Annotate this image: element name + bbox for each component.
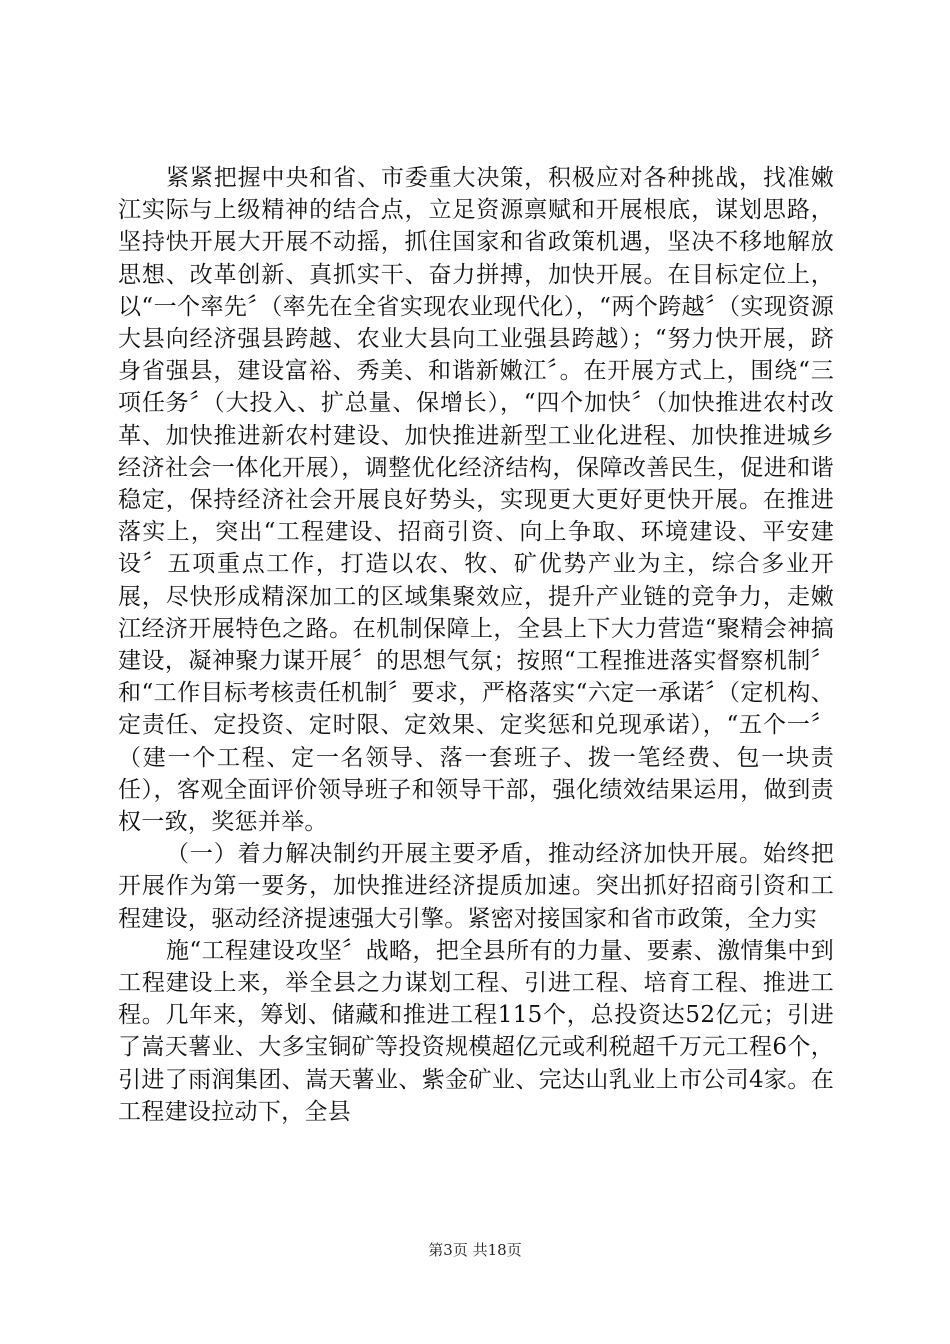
page-footer: 第3页 共18页 [428, 1241, 522, 1259]
paragraph-3: 施“工程建设攻坚〞战略，把全县所有的力量、要素、激情集中到工程建设上来，举全县之力谋划工程、引进工程、培育工程、推进工程。几年来，筹划、储藏和推进工程115个，总投资达52亿元；引进了嵩天薯业、大多宝铜矿等投资规模超亿元或利税超千万元工程6个，引进了雨润集团、嵩天薯业、紫金矿业、完达山乳业上市公司4家。在工程建设拉动下，全县 [118, 937, 834, 1125]
paragraph-1: 紧紧把握中央和省、市委重大决策，积极应对各种挑战，找准嫩江实际与上级精神的结合点，立足资源禀赋和开展根底，谋划思路，坚持快开展大开展不动摇，抓住国家和省政策机遇，坚决不移地解放思想、改革创新、真抓实干、奋力拼搏，加快开展。在目标定位上，以“一个率先〞（率先在全省实现农业现代化），“两个跨越〞（实现资源大县向经济强县跨越、农业大县向工业强县跨越）；“努力快开展，跻身省强县，建设富裕、秀美、和谐新嫩江〞。在开展方式上，围绕“三项任务〞（大投入、扩总量、保增长），“四个加快〞（加快推进农村改革、加快推进新农村建设、加快推进新型工业化进程、加快推进城乡经济社会一体化开展），调整优化经济结构，保障改善民生，促进和谐稳定，保持经济社会开展良好势头，实现更大更好更快开展。在推进落实上，突出“工程建设、招商引资、向上争取、环境建设、平安建设〞五项重点工作，打造以农、牧、矿优势产业为主，综合多业开展，尽快形成精深加工的区域集聚效应，提升产业链的竞争力，走嫩江经济开展特色之路。在机制保障上，全县上下大力营造“聚精会神搞建设，凝神聚力谋开展〞的思想气氛；按照“工程推进落实督察机制〞和“工作目标考核责任机制〞要求，严格落实“六定一承诺〞（定机构、定责任、定投资、定时限、定效果、定奖惩和兑现承诺），“五个一〞（建一个工程、定一名领导、落一套班子、拨一笔经费、包一块责任），客观全面评价领导班子和领导干部，强化绩效结果运用，做到责权一致，奖惩并举。 [118, 165, 834, 836]
paragraph-2: （一）着力解决制约开展主要矛盾，推动经济加快开展。始终把开展作为第一要务，加快推进经济提质加速。突出抓好招商引资和工程建设，驱动经济提速强大引擎。紧密对接国家和省市政策，全力实 [118, 841, 834, 932]
document-body [118, 162, 834, 1128]
